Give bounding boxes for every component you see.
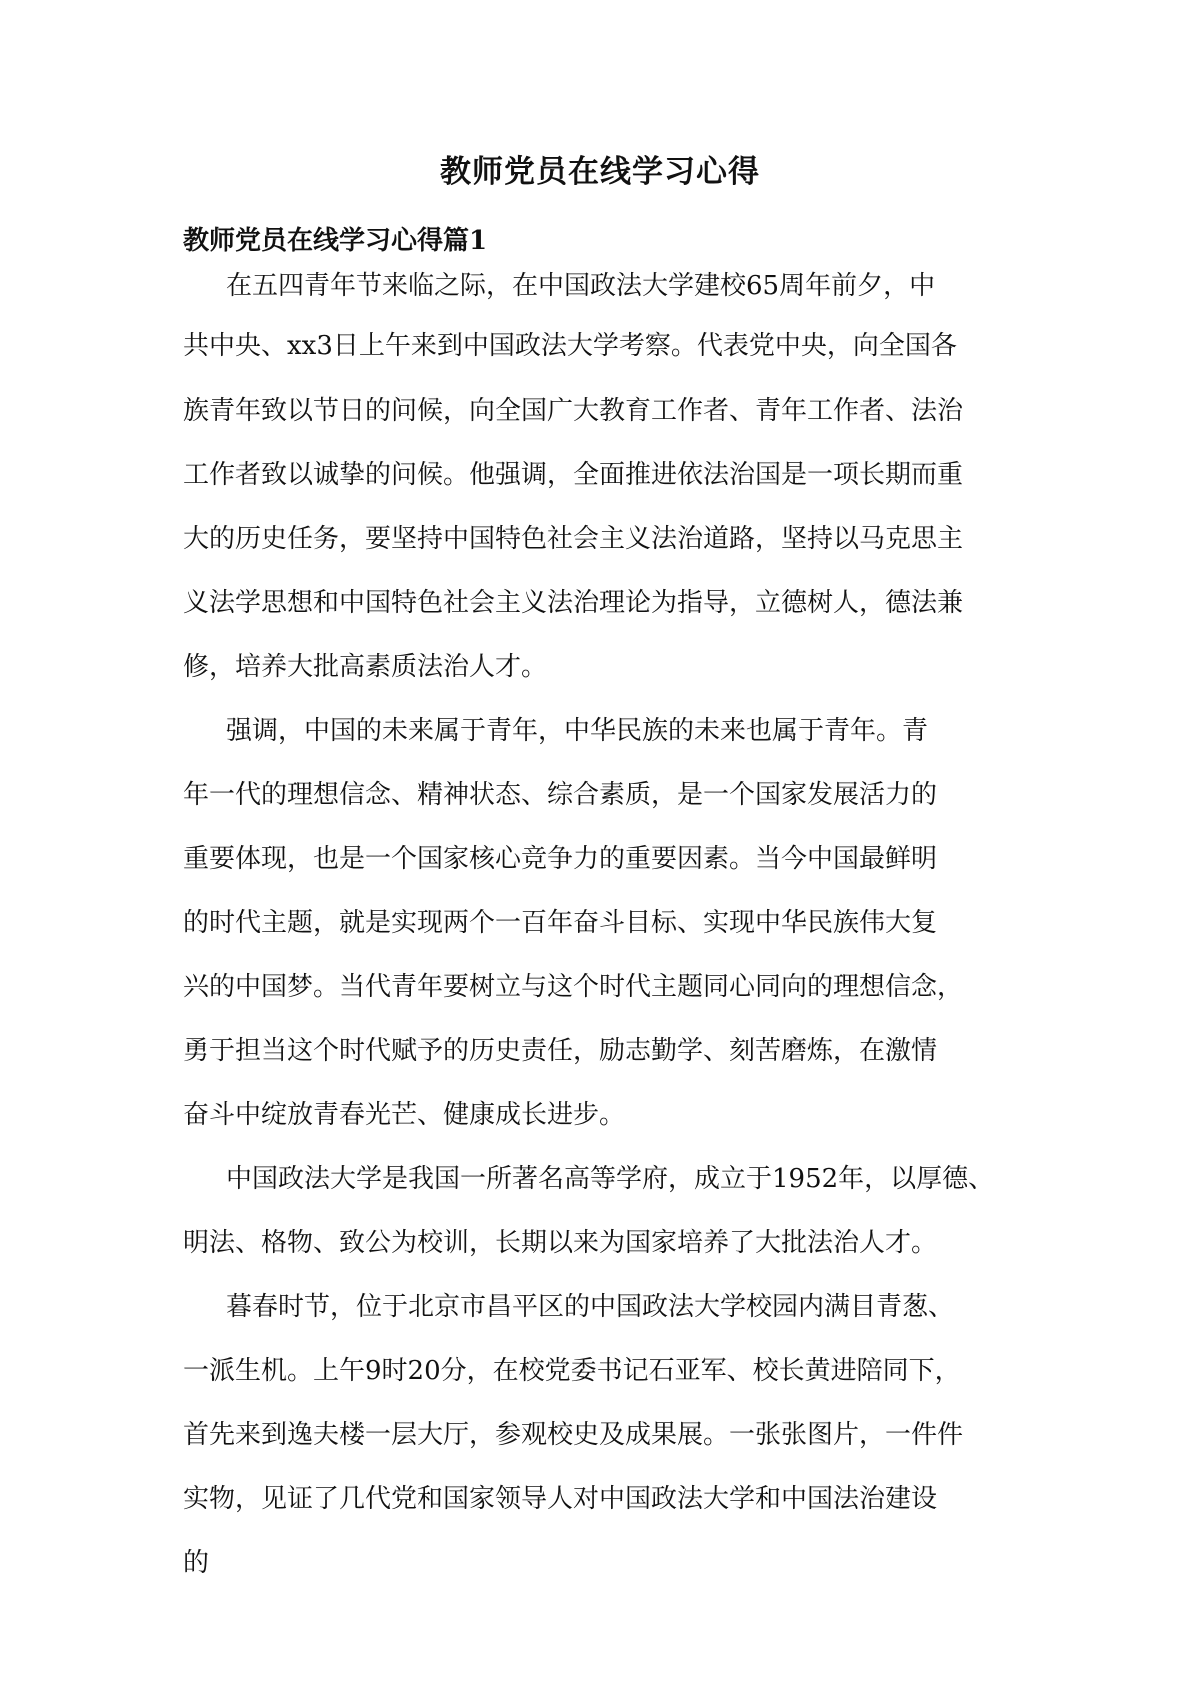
- paragraph-line: 强调，中国的未来属于青年，中华民族的未来也属于青年。青: [226, 716, 929, 746]
- paragraph-line: 年一代的理想信念、精神状态、综合素质，是一个国家发展活力的: [183, 780, 938, 810]
- paragraph-line: 勇于担当这个时代赋予的历史责任，励志勤学、刻苦磨炼，在激情: [183, 1036, 938, 1066]
- paragraph-line: 共中央、xx3日上午来到中国政法大学考察。代表党中央，向全国各: [183, 331, 957, 361]
- paragraph-line: 中国政法大学是我国一所著名高等学府，成立于1952年，以厚德、: [226, 1164, 995, 1194]
- paragraph-line: 工作者致以诚挚的问候。他强调，全面推进依法治国是一项长期而重: [183, 460, 964, 490]
- paragraph-line: 暮春时节，位于北京市昌平区的中国政法大学校园内满目青葱、: [226, 1292, 955, 1322]
- paragraph-line: 族青年致以节日的问候，向全国广大教育工作者、青年工作者、法治: [183, 396, 964, 426]
- document-title: 教师党员在线学习心得: [440, 154, 760, 190]
- paragraph-line: 义法学思想和中国特色社会主义法治理论为指导，立德树人，德法兼: [183, 588, 964, 618]
- paragraph-line: 重要体现，也是一个国家核心竞争力的重要因素。当今中国最鲜明: [183, 844, 938, 874]
- paragraph-line: 修，培养大批高素质法治人才。: [183, 652, 548, 682]
- paragraph-line: 首先来到逸夫楼一层大厅，参观校史及成果展。一张张图片，一件件: [183, 1420, 964, 1450]
- paragraph-line: 明法、格物、致公为校训，长期以来为国家培养了大批法治人才。: [183, 1228, 938, 1258]
- paragraph-line: 一派生机。上午9时20分，在校党委书记石亚军、校长黄进陪同下，: [183, 1356, 961, 1386]
- paragraph-line: 的时代主题，就是实现两个一百年奋斗目标、实现中华民族伟大复: [183, 908, 938, 938]
- paragraph-line: 实物，见证了几代党和国家领导人对中国政法大学和中国法治建设: [183, 1484, 938, 1514]
- paragraph-line: 兴的中国梦。当代青年要树立与这个时代主题同心同向的理想信念，: [183, 972, 964, 1002]
- paragraph-line: 的: [183, 1548, 210, 1578]
- paragraph-line: 奋斗中绽放青春光芒、健康成长进步。: [183, 1100, 626, 1130]
- section-heading: 教师党员在线学习心得篇1: [183, 226, 488, 256]
- paragraph-line: 在五四青年节来临之际，在中国政法大学建校65周年前夕，中: [226, 271, 936, 301]
- paragraph-line: 大的历史任务，要坚持中国特色社会主义法治道路，坚持以马克思主: [183, 524, 964, 554]
